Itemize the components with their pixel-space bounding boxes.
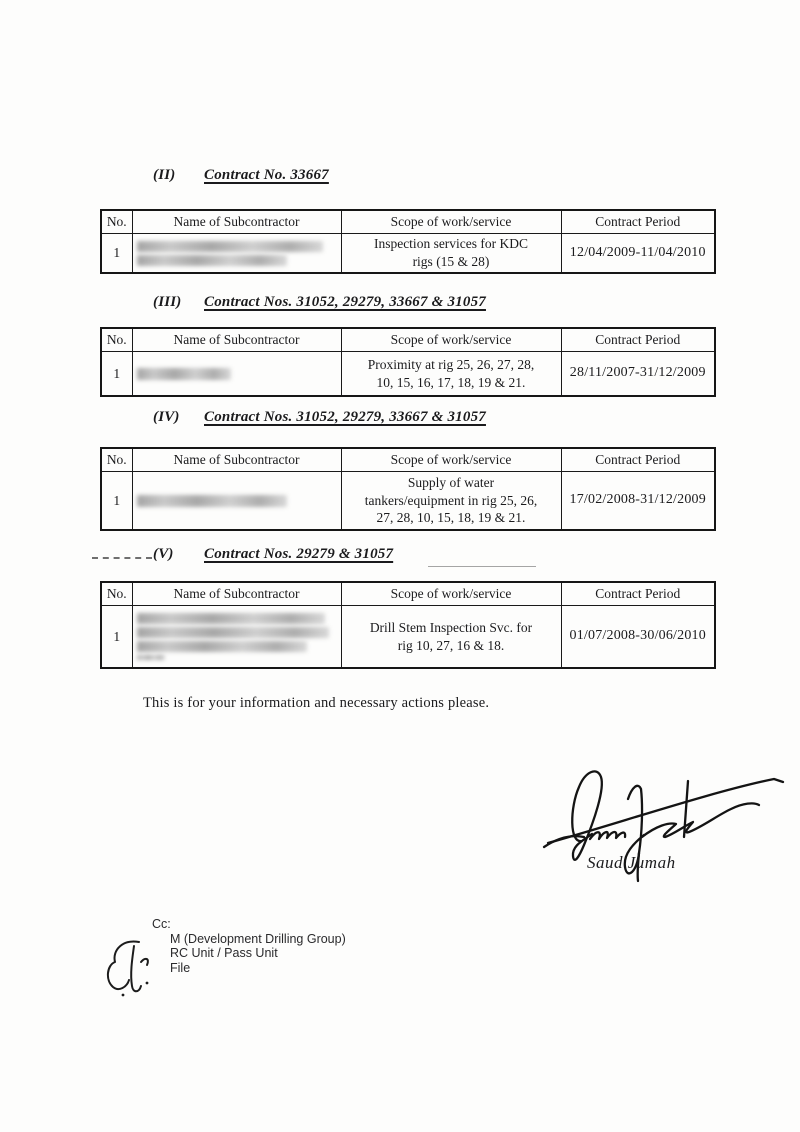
table-row [101,234,715,274]
col-header-subcontractor: Name of Subcontractor [132,448,341,472]
cc-item: File [170,960,191,975]
scope-cell [341,472,561,531]
section-heading-v [153,546,393,563]
redaction-blur [137,241,323,252]
contract-period: 28/11/2007-31/12/2009 [561,352,715,397]
redacted-subcontractor-name [132,234,341,274]
contract-table-iii [100,327,716,397]
cc-item: M (Development Drilling Group) [170,931,346,946]
contract-table-v [100,581,716,669]
col-header-subcontractor: Name of Subcontractor [132,582,341,606]
scope-cell [341,234,561,274]
row-number: 1 [101,352,132,397]
col-header-no: No. [101,448,132,472]
section-numeral: (II) [153,167,176,183]
table-row [101,352,715,397]
col-header-scope: Scope of work/service [341,328,561,352]
section-heading-iii [153,294,486,311]
section-heading-ii [153,167,329,184]
handwritten-initials-mark [103,936,155,998]
col-header-no: No. [101,328,132,352]
redaction-blur [137,627,329,638]
scope-line: rigs (15 & 28) [412,254,490,269]
scope-cell [341,606,561,669]
scope-line: tankers/equipment in rig 25, 26, [364,492,538,508]
col-header-subcontractor: Name of Subcontractor [132,328,341,352]
col-header-scope: Scope of work/service [341,582,561,606]
row-number: 1 [101,234,132,274]
col-header-period: Contract Period [561,210,715,234]
row-number: 1 [101,472,132,531]
section-title: Contract No. 33667 [204,167,329,183]
table-header-row [101,448,715,472]
redacted-subcontractor-name [132,472,341,531]
col-header-no: No. [101,210,132,234]
redacted-subcontractor-name [132,352,341,397]
table-row [101,606,715,669]
col-header-subcontractor: Name of Subcontractor [132,210,341,234]
table-row [101,472,715,531]
stray-underline-mark [428,566,536,567]
scope-cell [341,352,561,397]
col-header-period: Contract Period [561,448,715,472]
scope-line: rig 10, 27, 16 & 18. [397,637,505,653]
col-header-scope: Scope of work/service [341,210,561,234]
closing-statement: This is for your information and necessary actions please. [143,695,490,711]
section-numeral: (III) [153,294,182,310]
redaction-blur [137,641,307,652]
scope-line: 27, 28, 10, 15, 18, 19 & 21. [376,510,526,526]
contract-period: 01/07/2008-30/06/2010 [561,606,715,669]
scope-line: Proximity at rig 25, 26, 27, 28, [367,356,535,372]
scope-line: Inspection services for KDC [373,236,529,252]
contract-period: 17/02/2008-31/12/2009 [561,472,715,531]
cc-item: RC Unit / Pass Unit [170,946,278,960]
row-number: 1 [101,606,132,669]
stray-dash-marks [92,557,152,559]
contract-table-iv [100,447,716,531]
col-header-no: No. [101,582,132,606]
section-title: Contract Nos. 31052, 29279, 33667 & 31057 [204,294,486,310]
contract-table-ii [100,209,716,274]
signatory-name: Saud Jumah [587,853,676,872]
section-numeral: (IV) [153,409,180,425]
redaction-blur [137,655,165,660]
scope-line: 10, 15, 16, 17, 18, 19 & 21. [376,374,526,390]
section-title: Contract Nos. 31052, 29279, 33667 & 31057 [204,409,486,425]
cc-label: Cc: [152,917,171,931]
redaction-blur [137,368,231,380]
scope-line: Supply of water [407,475,495,491]
redacted-subcontractor-name [132,606,341,669]
table-header-row [101,582,715,606]
section-heading-iv [153,409,486,426]
section-numeral: (V) [153,546,174,562]
section-title: Contract Nos. 29279 & 31057 [204,546,394,562]
col-header-scope: Scope of work/service [341,448,561,472]
col-header-period: Contract Period [561,328,715,352]
contract-period: 12/04/2009-11/04/2010 [561,234,715,274]
table-header-row [101,328,715,352]
redaction-blur [137,495,287,507]
cc-block [152,917,346,975]
col-header-period: Contract Period [561,582,715,606]
table-header-row [101,210,715,234]
redaction-blur [137,255,287,266]
scope-line: Drill Stem Inspection Svc. for [369,619,533,635]
redaction-blur [137,613,325,624]
